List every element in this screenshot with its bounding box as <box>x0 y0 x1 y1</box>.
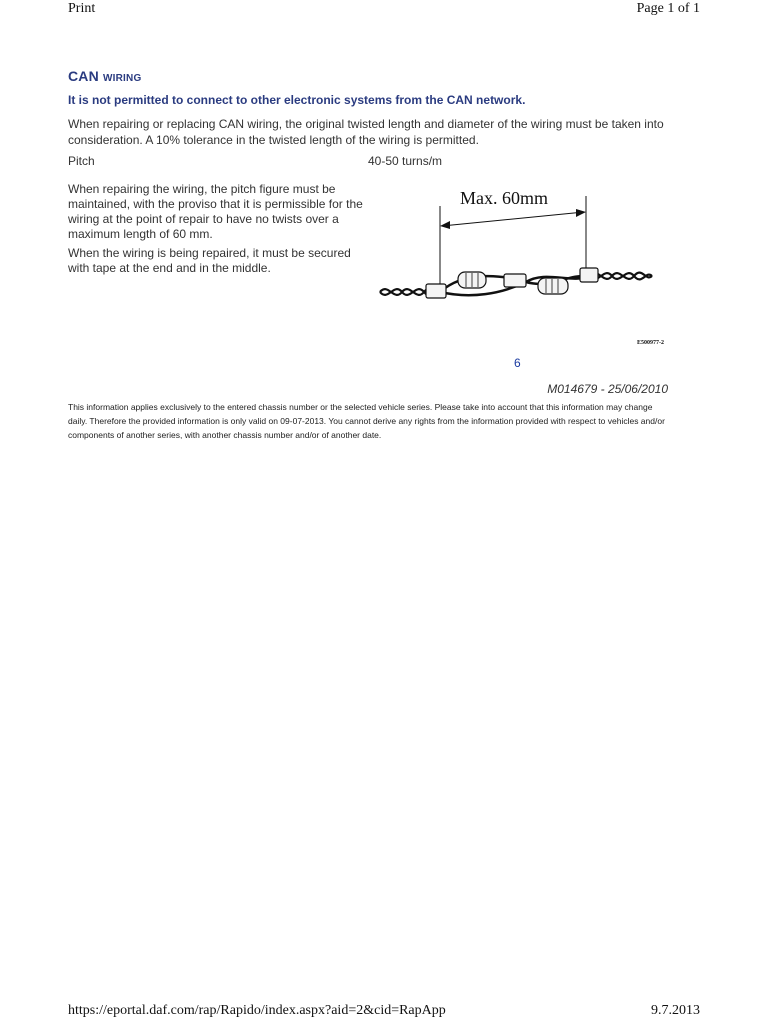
pitch-value: 40-50 turns/m <box>368 154 443 168</box>
dimension-arrow-left <box>440 221 450 229</box>
repair-paragraph-1: When repairing the wiring, the pitch figure must be maintained, with the proviso that it is permissible for the wiring at the point of repair to have no twists over a maximum length of 60 mm. <box>68 182 363 241</box>
tape-sleeve-right <box>580 268 598 282</box>
document-content <box>68 68 668 352</box>
intro-paragraph: When repairing or replacing CAN wiring, the original twisted length and diameter of the wiring must be taken into consideration. A 10% tolerance in the twisted length of the wiring is permitted. <box>68 117 664 147</box>
tape-sleeve-left <box>426 284 446 298</box>
repair-section <box>68 182 668 352</box>
dimension-line <box>442 212 584 226</box>
footnote-link[interactable]: 6 <box>514 356 521 370</box>
page-count: Page 1 of 1 <box>636 1 700 16</box>
repair-paragraph-2: When the wiring is being repaired, it must be secured with tape at the end and in the middle. <box>68 246 351 275</box>
pitch-row <box>68 154 668 170</box>
figure-code: E500977-2 <box>637 340 664 346</box>
tape-sleeve-middle <box>504 274 526 287</box>
disclaimer-text: This information applies exclusively to the entered chassis number or the selected vehicle series. Please take into account that this information may change daily. Therefore the provided information is only valid on 09-07-2013. You cannot derive any rights from the information provided with respect to vehicles and/or components of another series, with another chassis number and/or of another date. <box>68 402 665 440</box>
repair-text <box>68 182 368 280</box>
document-reference: M014679 - 25/06/2010 <box>547 382 668 396</box>
print-label: Print <box>68 1 96 16</box>
page-url: https://eportal.daf.com/rap/Rapido/index.aspx?aid=2&cid=RapApp <box>68 1003 446 1018</box>
twisted-wire-right <box>590 273 652 280</box>
connector-right <box>538 278 568 294</box>
pitch-label: Pitch <box>68 154 95 168</box>
warning-text: It is not permitted to connect to other electronic systems from the CAN network. <box>68 93 526 107</box>
page-title: CAN wiring <box>68 68 142 84</box>
print-footer <box>0 1002 768 1024</box>
dimension-arrow-right <box>576 209 586 217</box>
max-length-label: Max. 60mm <box>460 188 548 208</box>
wiring-diagram <box>376 174 666 346</box>
print-header <box>0 0 768 22</box>
print-date: 9.7.2013 <box>651 1003 700 1018</box>
